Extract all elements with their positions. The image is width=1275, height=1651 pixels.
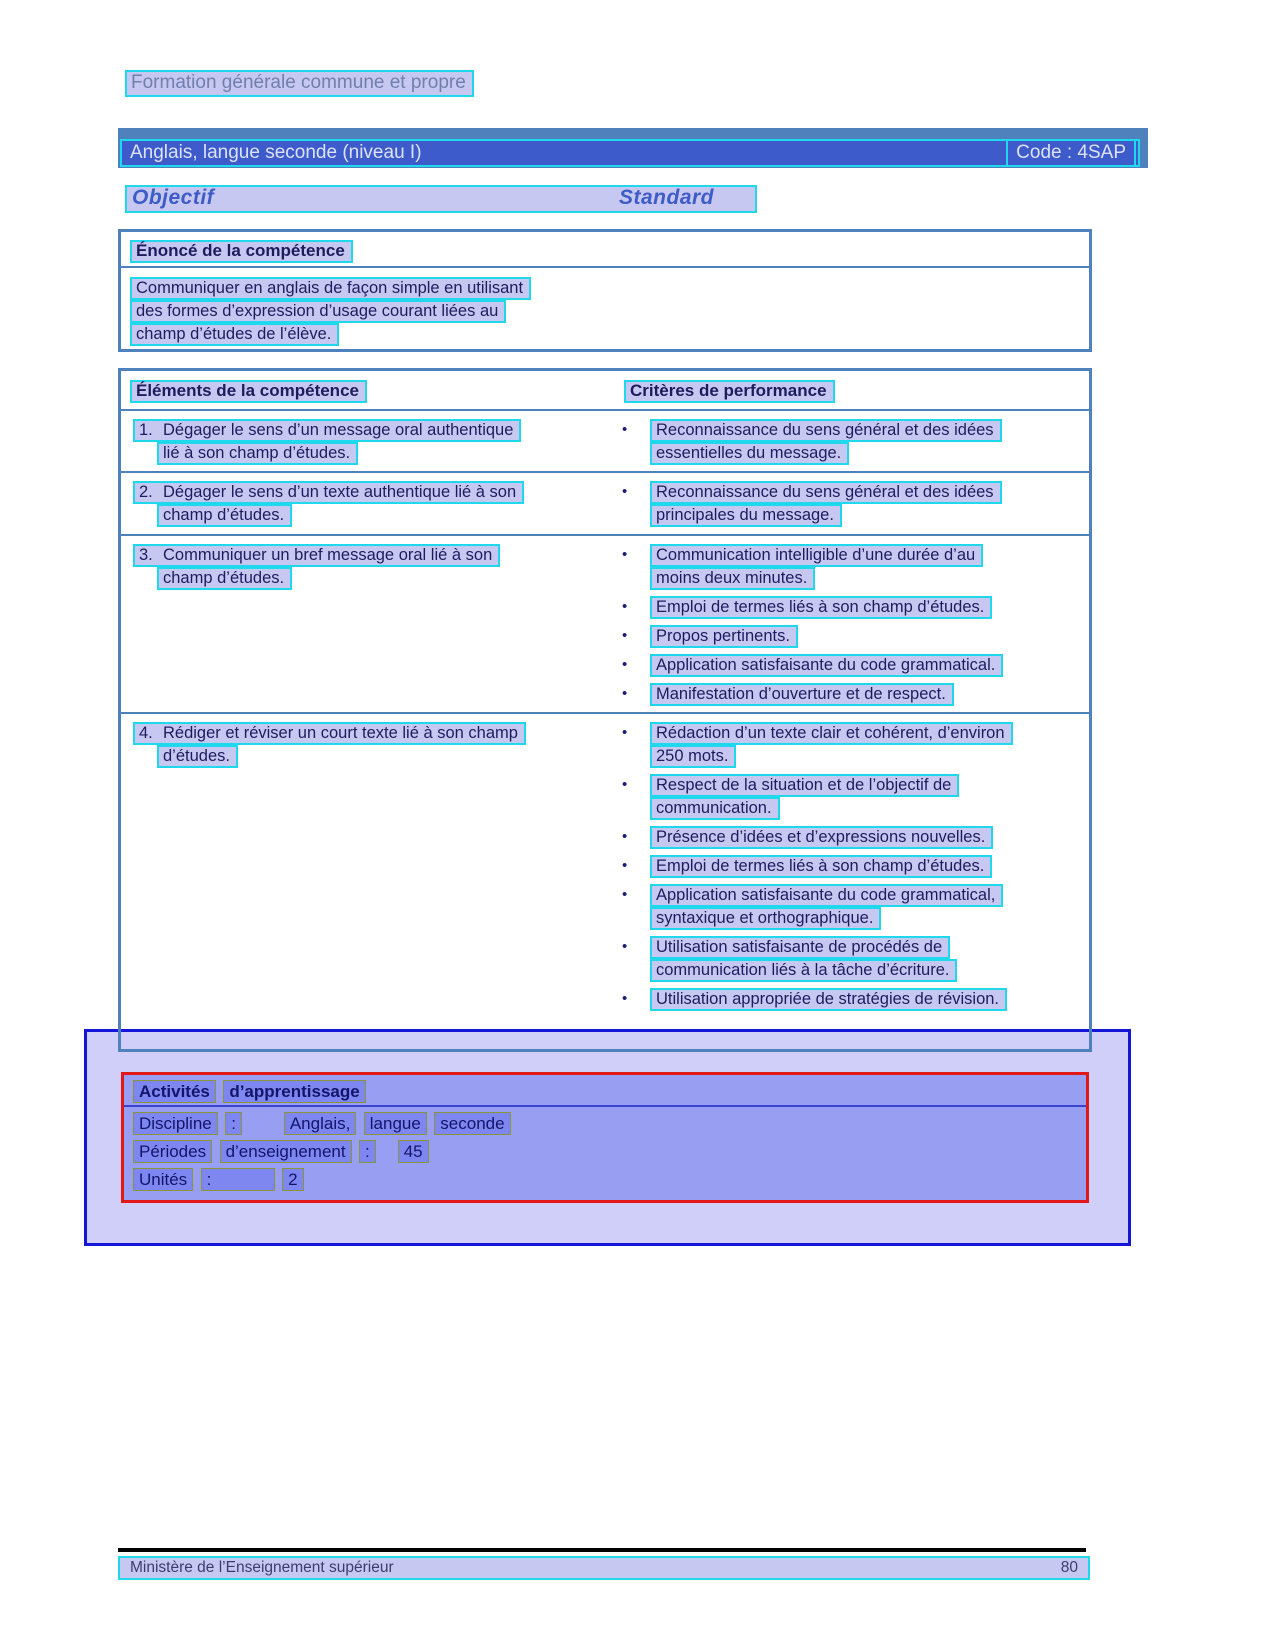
word-box: Discipline bbox=[133, 1112, 218, 1135]
criterion bbox=[615, 625, 1089, 648]
highlighted-text: champ d’études. bbox=[157, 567, 292, 590]
criterion bbox=[615, 855, 1089, 878]
activities-header-row bbox=[124, 1075, 1086, 1107]
standard-heading: Standard bbox=[619, 186, 715, 209]
highlighted-text: d’études. bbox=[157, 745, 238, 768]
word-box: 2 bbox=[282, 1168, 303, 1191]
criterion bbox=[615, 596, 1089, 619]
criterion bbox=[615, 544, 1089, 590]
enonce-table bbox=[118, 229, 1092, 352]
competence-table bbox=[118, 368, 1092, 1052]
section-headers-strip bbox=[125, 185, 757, 213]
criterion bbox=[615, 936, 1089, 982]
highlighted-text: Formation générale commune et propre bbox=[125, 70, 474, 97]
element-cell bbox=[121, 481, 615, 534]
word-box: : bbox=[359, 1140, 376, 1163]
highlighted-text: 3. Communiquer un bref message oral lié à son bbox=[133, 544, 500, 567]
discipline-row bbox=[124, 1107, 1086, 1135]
word-box: Activités bbox=[133, 1080, 216, 1103]
table-row bbox=[121, 411, 1089, 473]
text-line bbox=[650, 826, 1089, 849]
col2-header: Critères de performance bbox=[624, 380, 835, 403]
highlighted-text: Communiquer en anglais de façon simple en utilisant bbox=[130, 277, 531, 300]
element-cell bbox=[121, 544, 615, 712]
text-line bbox=[650, 855, 1089, 878]
course-title-bar bbox=[118, 128, 1148, 168]
table-row bbox=[121, 473, 1089, 536]
criterion bbox=[615, 419, 1089, 465]
criterion bbox=[615, 988, 1089, 1011]
highlighted-text: Respect de la situation et de l’objectif de bbox=[650, 774, 959, 797]
text-line bbox=[650, 936, 1089, 959]
highlighted-text: principales du message. bbox=[650, 504, 842, 527]
text-line bbox=[650, 722, 1089, 745]
bullet-icon: • bbox=[622, 938, 628, 955]
highlighted-text: Reconnaissance du sens général et des idées bbox=[650, 419, 1002, 442]
footer-text: Ministère de l’Enseignement supérieur bbox=[130, 1559, 394, 1576]
highlighted-text: lié à son champ d’études. bbox=[157, 442, 358, 465]
text-line bbox=[650, 625, 1089, 648]
word-box: Anglais, bbox=[284, 1112, 356, 1135]
criterion bbox=[615, 481, 1089, 527]
text-line bbox=[650, 745, 1089, 768]
text-line bbox=[157, 504, 615, 527]
word-box: Unités bbox=[133, 1168, 193, 1191]
text-line bbox=[650, 596, 1089, 619]
bullet-icon: • bbox=[622, 990, 628, 1007]
word-box: Périodes bbox=[133, 1140, 212, 1163]
word-box: : bbox=[225, 1112, 242, 1135]
table-row bbox=[121, 714, 1089, 1055]
text-line bbox=[133, 481, 615, 504]
col2-header-cell bbox=[624, 380, 1089, 409]
text-line bbox=[650, 907, 1089, 930]
title-highlight-stripe bbox=[120, 139, 1140, 167]
criteria-cell bbox=[615, 544, 1089, 712]
highlighted-text: Rédaction d’un texte clair et cohérent, d’environ bbox=[650, 722, 1013, 745]
col1-header: Éléments de la compétence bbox=[130, 380, 367, 403]
criteria-cell bbox=[615, 419, 1089, 471]
criterion bbox=[615, 884, 1089, 930]
highlighted-text: Reconnaissance du sens général et des idées bbox=[650, 481, 1002, 504]
word-box: seconde bbox=[434, 1112, 510, 1135]
highlighted-text: essentielles du message. bbox=[650, 442, 849, 465]
bullet-icon: • bbox=[622, 886, 628, 903]
bullet-icon: • bbox=[622, 857, 628, 874]
element-cell bbox=[121, 722, 615, 1055]
highlighted-text: 2. Dégager le sens d’un texte authentique lié à son bbox=[133, 481, 524, 504]
bullet-icon: • bbox=[622, 421, 628, 438]
bullet-icon: • bbox=[622, 546, 628, 563]
annotation-selection-box bbox=[84, 1029, 1131, 1246]
criterion bbox=[615, 826, 1089, 849]
course-title: Anglais, langue seconde (niveau I) bbox=[130, 142, 422, 163]
highlighted-text: Emploi de termes liés à son champ d’études. bbox=[650, 596, 992, 619]
activities-box bbox=[121, 1072, 1089, 1203]
periodes-row bbox=[124, 1135, 1086, 1163]
highlighted-text: moins deux minutes. bbox=[650, 567, 815, 590]
criteria-cell bbox=[615, 481, 1089, 534]
text-line bbox=[650, 567, 1089, 590]
table-row bbox=[121, 536, 1089, 714]
text-line bbox=[650, 481, 1089, 504]
highlighted-text: champ d’études de l’élève. bbox=[130, 323, 339, 346]
text-line bbox=[650, 683, 1089, 706]
text-line bbox=[650, 959, 1089, 982]
highlighted-text: Présence d’idées et d’expressions nouvelles. bbox=[650, 826, 993, 849]
word-box: d’apprentissage bbox=[223, 1080, 365, 1103]
text-line bbox=[650, 654, 1089, 677]
text-line bbox=[157, 745, 615, 768]
unites-row bbox=[124, 1163, 1086, 1191]
bullet-icon: • bbox=[622, 483, 628, 500]
text-line bbox=[650, 419, 1089, 442]
text-line bbox=[650, 988, 1089, 1011]
document-category-label bbox=[125, 70, 474, 97]
highlighted-text: Propos pertinents. bbox=[650, 625, 798, 648]
enonce-header-row bbox=[121, 232, 1089, 268]
course-code: Code : 4SAP bbox=[1006, 139, 1136, 167]
highlighted-text: des formes d’expression d’usage courant liées au bbox=[130, 300, 506, 323]
table-header-row bbox=[121, 371, 1089, 411]
bullet-icon: • bbox=[622, 724, 628, 741]
text-line bbox=[133, 544, 615, 567]
word-box: 45 bbox=[398, 1140, 429, 1163]
bullet-icon: • bbox=[622, 685, 628, 702]
highlighted-text: Application satisfaisante du code grammatical, bbox=[650, 884, 1003, 907]
highlighted-text: Utilisation satisfaisante de procédés de bbox=[650, 936, 950, 959]
text-line bbox=[650, 442, 1089, 465]
text-line bbox=[130, 323, 1089, 346]
text-line bbox=[650, 774, 1089, 797]
bullet-icon: • bbox=[622, 776, 628, 793]
highlighted-text: champ d’études. bbox=[157, 504, 292, 527]
text-line bbox=[130, 300, 1089, 323]
text-line bbox=[650, 884, 1089, 907]
text-line bbox=[133, 722, 615, 745]
criterion bbox=[615, 774, 1089, 820]
word-box: : bbox=[201, 1168, 275, 1191]
footer bbox=[118, 1556, 1090, 1580]
footer-divider bbox=[118, 1548, 1086, 1552]
text-line bbox=[157, 567, 615, 590]
highlighted-text: Application satisfaisante du code grammatical. bbox=[650, 654, 1003, 677]
criterion bbox=[615, 654, 1089, 677]
criterion bbox=[615, 722, 1089, 768]
bullet-icon: • bbox=[622, 598, 628, 615]
text-line bbox=[133, 419, 615, 442]
highlighted-text: 250 mots. bbox=[650, 745, 736, 768]
criteria-cell bbox=[615, 722, 1089, 1055]
word-box: d’enseignement bbox=[220, 1140, 352, 1163]
text-line bbox=[130, 277, 1089, 300]
highlighted-text: Manifestation d’ouverture et de respect. bbox=[650, 683, 954, 706]
bullet-icon: • bbox=[622, 627, 628, 644]
highlighted-text: 4. Rédiger et réviser un court texte lié à son champ bbox=[133, 722, 526, 745]
bullet-icon: • bbox=[622, 828, 628, 845]
bullet-icon: • bbox=[622, 656, 628, 673]
text-line bbox=[650, 797, 1089, 820]
highlighted-text: Communication intelligible d’une durée d’au bbox=[650, 544, 983, 567]
objectif-heading: Objectif bbox=[132, 186, 215, 209]
highlighted-text: Utilisation appropriée de stratégies de révision. bbox=[650, 988, 1007, 1011]
text-line bbox=[650, 504, 1089, 527]
text-line bbox=[650, 544, 1089, 567]
criterion bbox=[615, 683, 1089, 706]
highlighted-text: syntaxique et orthographique. bbox=[650, 907, 881, 930]
enonce-header: Énoncé de la compétence bbox=[130, 240, 353, 263]
highlighted-text: communication. bbox=[650, 797, 780, 820]
highlighted-text: Emploi de termes liés à son champ d’études. bbox=[650, 855, 992, 878]
highlighted-text: communication liés à la tâche d’écriture. bbox=[650, 959, 957, 982]
highlighted-text: 1. Dégager le sens d’un message oral authentique bbox=[133, 419, 521, 442]
enonce-body bbox=[121, 268, 1089, 346]
text-line bbox=[157, 442, 615, 465]
word-box: langue bbox=[364, 1112, 427, 1135]
element-cell bbox=[121, 419, 615, 471]
page-number: 80 bbox=[1060, 1559, 1078, 1576]
col1-header-cell bbox=[121, 380, 624, 409]
